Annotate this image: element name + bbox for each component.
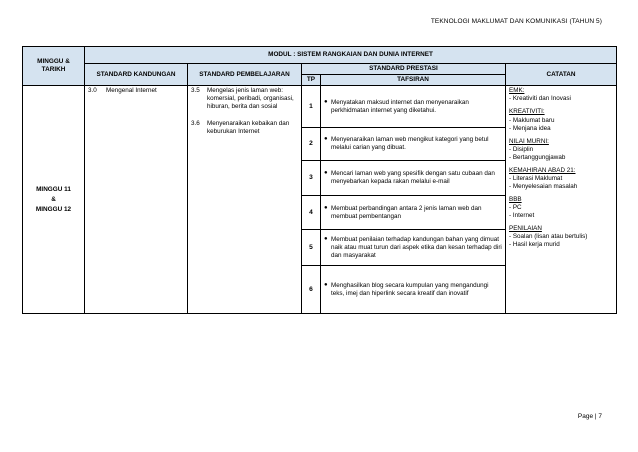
tafsiran-cell <box>321 266 506 314</box>
sp-header: STANDARD PEMBELAJARAN <box>188 64 302 86</box>
tp-header: TP <box>302 75 321 86</box>
bullet-icon: ● <box>324 170 328 177</box>
catatan-item: - Bertanggungjawab <box>509 153 566 161</box>
tafsiran-text: Mencari laman web yang spesifik dengan satu cubaan dan menyebarkan kepada rakan melalui e-mail <box>331 170 495 186</box>
tp-level: 4 <box>302 196 321 230</box>
catatan-item: - Internet <box>509 211 535 219</box>
catatan-title: EMK: <box>509 87 525 95</box>
modul-title: MODUL : SISTEM RANGKAIAN DAN DUNIA INTERNET <box>85 47 617 64</box>
catatan-title: KEMAHIRAN ABAD 21: <box>509 166 576 174</box>
tp-level: 3 <box>302 161 321 196</box>
bullet-icon: ● <box>324 136 328 143</box>
tafsiran-text: Menyenaraikan laman web mengikut kategori yang betul melalui carian yang dibuat. <box>331 136 489 152</box>
tp-level: 2 <box>302 128 321 161</box>
sk-number: 3.0 <box>88 87 97 95</box>
minggu-cell <box>23 86 85 314</box>
catatan-item: - Menyelesaian masalah <box>509 182 578 190</box>
catatan-cell <box>506 86 617 314</box>
sp-text: Menyenaraikan kebaikan dan keburukan Internet <box>207 119 290 135</box>
sp-number: 3.6 <box>191 119 200 127</box>
tafsiran-text: Membuat perbandingan antara 2 jenis laman web dan membuat pembentangan <box>331 204 482 220</box>
tp-level: 6 <box>302 266 321 314</box>
prestasi-header: STANDARD PRESTASI <box>302 64 506 75</box>
sk-text: Mengenal Internet <box>106 87 157 95</box>
catatan-item: - Soalan (lisan atau bertulis) <box>509 233 588 241</box>
catatan-item: - Hasil kerja murid <box>509 241 560 249</box>
minggu-line: & <box>51 196 56 204</box>
bullet-icon: ● <box>324 281 328 288</box>
tafsiran-header: TAFSIRAN <box>321 75 506 86</box>
catatan-item: - Menjana idea <box>509 124 551 132</box>
tafsiran-cell <box>321 86 506 128</box>
tafsiran-cell <box>321 196 506 230</box>
minggu-line: MINGGU 11 <box>36 186 71 194</box>
catatan-title: BBB <box>509 195 522 203</box>
sp-cell <box>188 86 302 314</box>
tafsiran-text: Membuat penilaian terhadap kandungan bahan yang dimuat naik atau muat turun dari aspek etika dan kesan terhadap diri dan masyarakat <box>331 235 502 259</box>
tafsiran-cell <box>321 161 506 196</box>
tafsiran-cell <box>321 230 506 266</box>
tafsiran-text: Menyatakan maksud internet dan menyenaraikan perkhidmatan internet yang diketahui. <box>331 98 469 114</box>
tafsiran-cell <box>321 128 506 161</box>
bullet-icon: ● <box>324 98 328 105</box>
sk-cell <box>85 86 188 314</box>
minggu-line: MINGGU 12 <box>35 205 72 213</box>
minggu-header: MINGGU & TARIKH <box>23 47 85 86</box>
catatan-title: NILAI MURNI: <box>509 137 549 145</box>
page-number: Page | 7 <box>577 413 602 420</box>
catatan-item: - Literasi Maklumat <box>509 174 563 182</box>
catatan-item: - Disiplin <box>509 145 534 153</box>
bullet-icon: ● <box>324 204 328 211</box>
running-header: TEKNOLOGI MAKLUMAT DAN KOMUNIKASI (TAHUN 5) <box>430 18 602 25</box>
tafsiran-text: Menghasilkan blog secara kumpulan yang mengandungi teks, imej dan hiperlink secara kreatif dan inovatif <box>331 281 489 297</box>
catatan-item: - Maklumat baru <box>509 116 555 124</box>
sp-text: Mengelas jenis laman web: komersial, peribadi, organisasi, hiburan, berita dan sosial <box>207 87 294 111</box>
catatan-header: CATATAN <box>506 64 617 86</box>
bullet-icon: ● <box>324 235 328 242</box>
catatan-title: PENILAIAN <box>509 225 542 233</box>
tp-level: 5 <box>302 230 321 266</box>
catatan-item: - Kreativiti dan Inovasi <box>509 95 571 103</box>
sp-number: 3.5 <box>191 87 200 95</box>
catatan-title: KREATIVITI: <box>509 108 545 116</box>
catatan-item: - PC <box>509 203 522 211</box>
sk-header: STANDARD KANDUNGAN <box>85 64 188 86</box>
lesson-plan-table <box>22 46 617 314</box>
tp-level: 1 <box>302 86 321 128</box>
